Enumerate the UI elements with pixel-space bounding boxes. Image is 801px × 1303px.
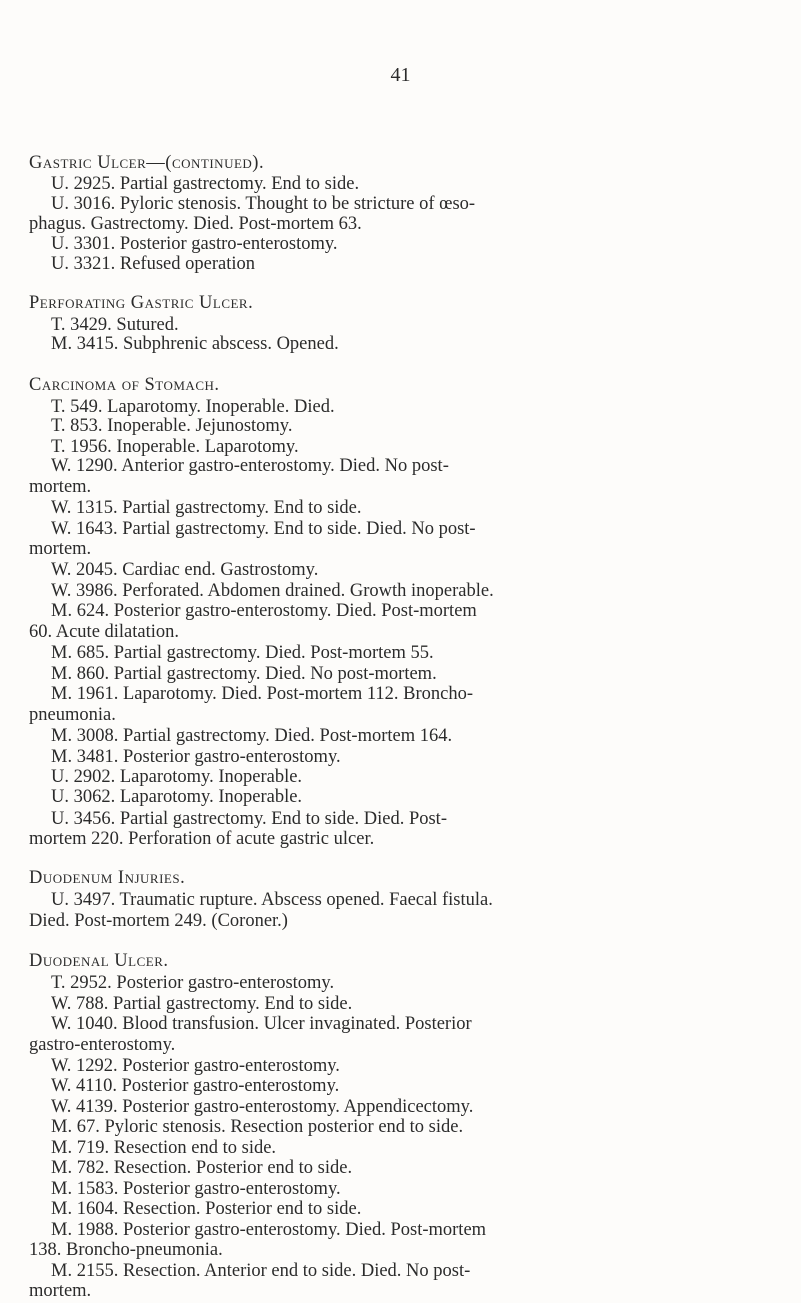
text-line: W. 4139. Posterior gastro-enterostomy. Appendicectomy. [51, 1097, 474, 1117]
text-line: M. 3008. Partial gastrectomy. Died. Post-mortem 164. [51, 726, 453, 746]
text-line: U. 3321. Refused operation [51, 254, 255, 274]
text-line: W. 1643. Partial gastrectomy. End to side. Died. No post- [51, 519, 476, 539]
text-line: M. 3481. Posterior gastro-enterostomy. [51, 747, 341, 767]
text-line: Died. Post-mortem 249. (Coroner.) [29, 911, 288, 931]
text-line: M. 1988. Posterior gastro-enterostomy. Died. Post-mortem [51, 1220, 487, 1240]
text-line: mortem. [29, 1281, 92, 1301]
text-line: T. 549. Laparotomy. Inoperable. Died. [51, 397, 335, 417]
text-line: mortem 220. Perforation of acute gastric ulcer. [29, 829, 375, 849]
text-line: phagus. Gastrectomy. Died. Post-mortem 63. [29, 214, 362, 234]
text-line: M. 860. Partial gastrectomy. Died. No post-mortem. [51, 664, 437, 684]
text-line: T. 1956. Inoperable. Laparotomy. [51, 437, 299, 457]
text-line: U. 3016. Pyloric stenosis. Thought to be stricture of œso- [51, 194, 476, 214]
text-line: T. 3429. Sutured. [51, 315, 179, 335]
text-line: T. 853. Inoperable. Jejunostomy. [51, 416, 293, 436]
section-heading: Gastric Ulcer—(continued). [29, 153, 265, 173]
text-line: M. 2155. Resection. Anterior end to side. Died. No post- [51, 1261, 471, 1281]
text-line: U. 3456. Partial gastrectomy. End to side. Died. Post- [51, 809, 447, 829]
text-line: W. 788. Partial gastrectomy. End to side. [51, 994, 353, 1014]
text-line: 138. Broncho-pneumonia. [29, 1240, 223, 1260]
text-line: M. 685. Partial gastrectomy. Died. Post-mortem 55. [51, 643, 434, 663]
text-line: mortem. [29, 539, 92, 559]
text-line: M. 3415. Subphrenic abscess. Opened. [51, 334, 339, 354]
text-line: U. 3062. Laparotomy. Inoperable. [51, 787, 303, 807]
text-line: W. 1292. Posterior gastro-enterostomy. [51, 1056, 340, 1076]
text-line: M. 1961. Laparotomy. Died. Post-mortem 112. Broncho- [51, 684, 474, 704]
text-line: M. 624. Posterior gastro-enterostomy. Died. Post-mortem [51, 601, 477, 621]
text-line: gastro-enterostomy. [29, 1035, 176, 1055]
text-line: U. 2902. Laparotomy. Inoperable. [51, 767, 303, 787]
text-line: W. 2045. Cardiac end. Gastrostomy. [51, 560, 319, 580]
text-line: 60. Acute dilatation. [29, 622, 180, 642]
text-line: M. 1604. Resection. Posterior end to side. [51, 1199, 362, 1219]
text-line: pneumonia. [29, 705, 116, 725]
text-line: U. 3497. Traumatic rupture. Abscess opened. Faecal fistula. [51, 890, 493, 910]
text-line: U. 2925. Partial gastrectomy. End to side. [51, 174, 360, 194]
text-line: T. 2952. Posterior gastro-enterostomy. [51, 973, 335, 993]
text-line: M. 782. Resection. Posterior end to side. [51, 1158, 353, 1178]
text-line: W. 1040. Blood transfusion. Ulcer invaginated. Posterior [51, 1014, 472, 1034]
text-line: mortem. [29, 477, 92, 497]
text-line: M. 1583. Posterior gastro-enterostomy. [51, 1179, 341, 1199]
text-line: W. 3986. Perforated. Abdomen drained. Growth inoperable. [51, 581, 494, 601]
text-line: W. 1290. Anterior gastro-enterostomy. Died. No post- [51, 456, 449, 476]
text-line: U. 3301. Posterior gastro-enterostomy. [51, 234, 338, 254]
section-heading: Duodenal Ulcer. [29, 951, 169, 971]
text-line: M. 719. Resection end to side. [51, 1138, 277, 1158]
text-line: W. 4110. Posterior gastro-enterostomy. [51, 1076, 340, 1096]
text-line: W. 1315. Partial gastrectomy. End to side. [51, 498, 362, 518]
page-number: 41 [390, 64, 411, 86]
text-line: M. 67. Pyloric stenosis. Resection posterior end to side. [51, 1117, 464, 1137]
section-heading: Perforating Gastric Ulcer. [29, 293, 254, 313]
section-heading: Carcinoma of Stomach. [29, 375, 220, 395]
section-heading: Duodenum Injuries. [29, 868, 186, 888]
